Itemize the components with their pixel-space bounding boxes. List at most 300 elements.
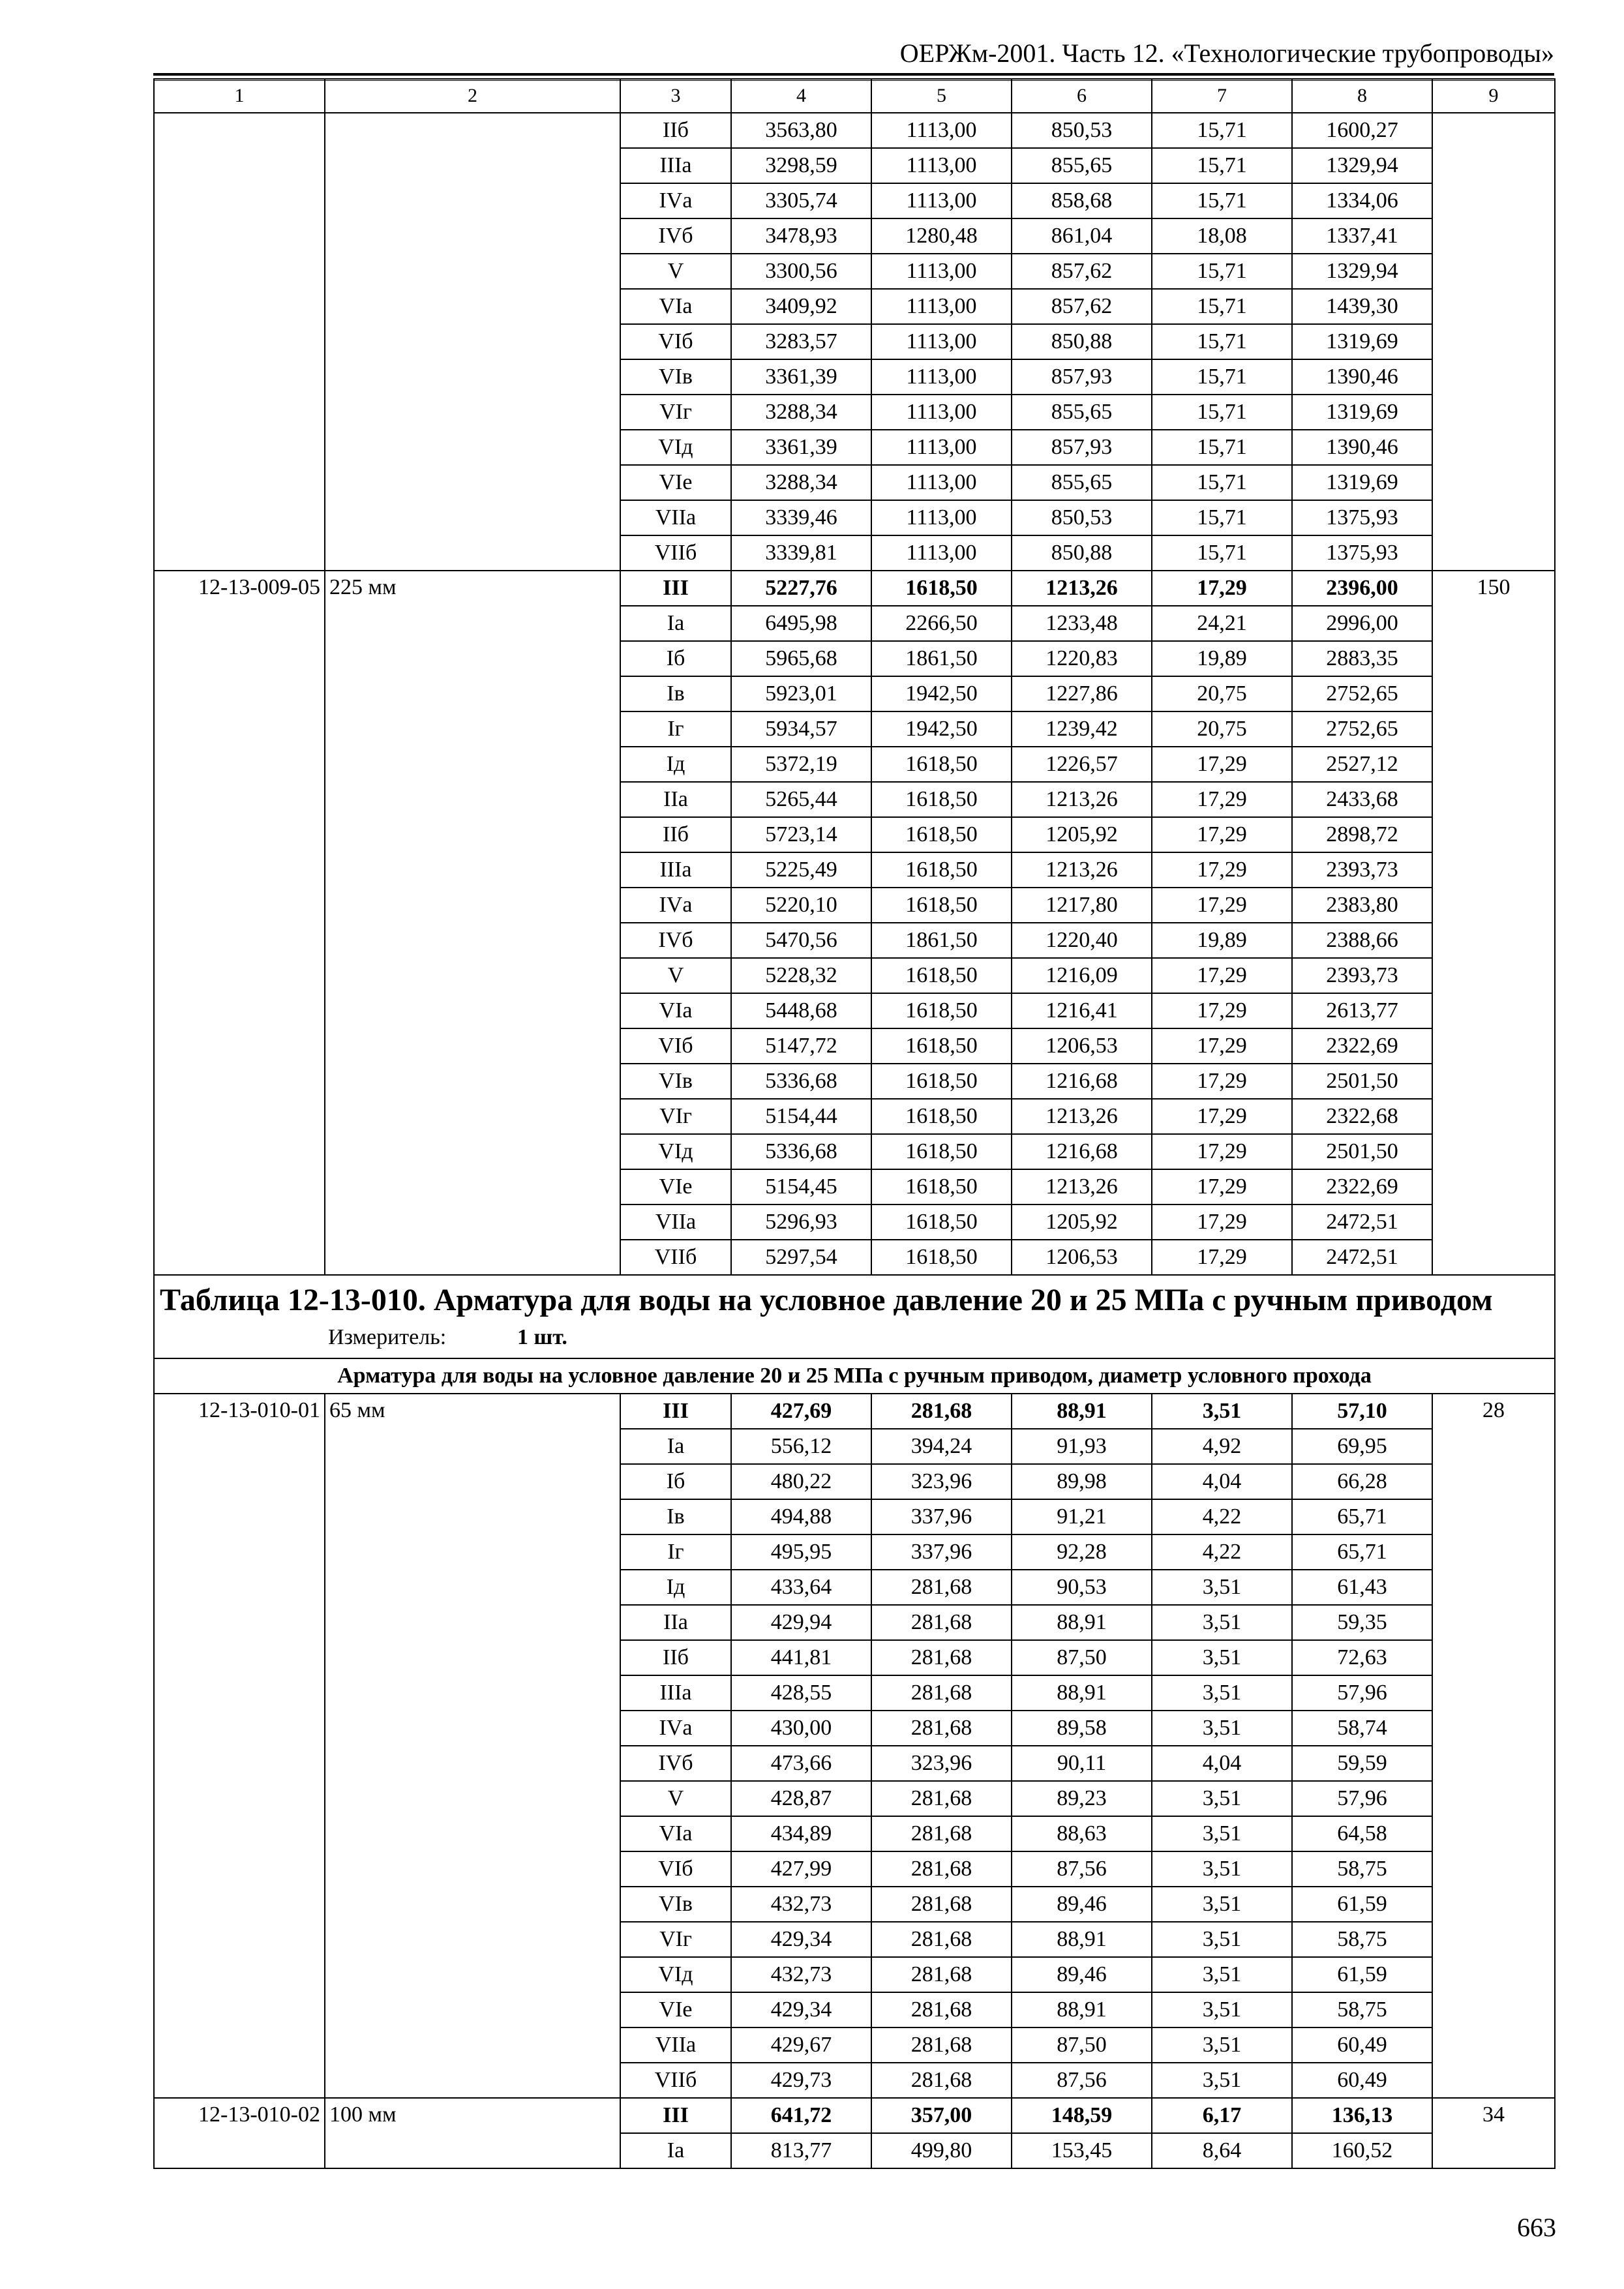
value-cell: 3298,59 <box>731 148 871 183</box>
value-cell: 281,68 <box>871 1992 1012 2027</box>
value-cell: 1390,46 <box>1292 359 1432 395</box>
value-cell: 5154,44 <box>731 1099 871 1134</box>
value-cell: 5228,32 <box>731 958 871 993</box>
value-cell: 91,93 <box>1012 1429 1152 1464</box>
value-cell: 17,29 <box>1152 1169 1292 1204</box>
column-numbers-row <box>154 79 1555 113</box>
table-title-cell <box>154 1275 1555 1358</box>
code-cell: 12-13-009-05 <box>154 571 325 1275</box>
value-cell: 5934,57 <box>731 711 871 747</box>
zone-cell: IVа <box>620 888 731 923</box>
table-row <box>154 113 1555 148</box>
value-cell: 3283,57 <box>731 324 871 359</box>
value-cell: 1113,00 <box>871 183 1012 218</box>
value-cell: 281,68 <box>871 1394 1012 1429</box>
value-cell: 3,51 <box>1152 1957 1292 1992</box>
value-cell: 1113,00 <box>871 465 1012 500</box>
value-cell: 1113,00 <box>871 113 1012 148</box>
value-cell: 3,51 <box>1152 1570 1292 1605</box>
value-cell: 148,59 <box>1012 2098 1152 2133</box>
value-cell: 88,91 <box>1012 1605 1152 1640</box>
value-cell: 427,69 <box>731 1394 871 1429</box>
value-cell: 430,00 <box>731 1711 871 1746</box>
zone-cell: VIб <box>620 1851 731 1887</box>
value-cell: 58,75 <box>1292 1992 1432 2027</box>
value-cell: 429,73 <box>731 2063 871 2098</box>
value-cell: 3339,81 <box>731 535 871 571</box>
code-cell <box>154 113 325 571</box>
value-cell: 1205,92 <box>1012 817 1152 852</box>
column-number: 9 <box>1432 79 1555 113</box>
value-cell: 17,29 <box>1152 1204 1292 1240</box>
value-cell: 87,50 <box>1012 1640 1152 1675</box>
value-cell: 1213,26 <box>1012 1099 1152 1134</box>
value-cell: 2501,50 <box>1292 1064 1432 1099</box>
zone-cell: Iа <box>620 1429 731 1464</box>
value-cell: 5147,72 <box>731 1028 871 1064</box>
value-cell: 281,68 <box>871 1570 1012 1605</box>
value-cell: 434,89 <box>731 1816 871 1851</box>
value-cell: 18,08 <box>1152 218 1292 254</box>
value-cell: 473,66 <box>731 1746 871 1781</box>
zone-cell: VIе <box>620 1992 731 2027</box>
value-cell: 87,50 <box>1012 2027 1152 2063</box>
zone-cell: VIг <box>620 1099 731 1134</box>
value-cell: 480,22 <box>731 1464 871 1499</box>
value-cell: 91,21 <box>1012 1499 1152 1534</box>
value-cell: 3,51 <box>1152 1711 1292 1746</box>
value-cell: 1239,42 <box>1012 711 1152 747</box>
value-cell: 15,71 <box>1152 465 1292 500</box>
value-cell: 432,73 <box>731 1957 871 1992</box>
value-cell: 1618,50 <box>871 1204 1012 1240</box>
column-number: 7 <box>1152 79 1292 113</box>
value-cell: 3,51 <box>1152 1640 1292 1675</box>
value-cell: 15,71 <box>1152 500 1292 535</box>
value-cell: 24,21 <box>1152 606 1292 641</box>
description-cell <box>325 113 620 571</box>
value-cell: 87,56 <box>1012 1851 1152 1887</box>
value-cell: 323,96 <box>871 1746 1012 1781</box>
value-cell: 61,59 <box>1292 1957 1432 1992</box>
zone-cell: V <box>620 1781 731 1816</box>
value-cell: 5297,54 <box>731 1240 871 1275</box>
value-cell: 2527,12 <box>1292 747 1432 782</box>
value-cell: 1618,50 <box>871 782 1012 817</box>
value-cell: 4,22 <box>1152 1534 1292 1570</box>
value-cell: 857,93 <box>1012 359 1152 395</box>
value-cell: 15,71 <box>1152 148 1292 183</box>
value-cell: 58,75 <box>1292 1922 1432 1957</box>
code-cell: 12-13-010-02 <box>154 2098 325 2168</box>
zone-cell: VIд <box>620 1957 731 1992</box>
value-cell: 65,71 <box>1292 1499 1432 1534</box>
zone-cell: IIа <box>620 1605 731 1640</box>
value-cell: 17,29 <box>1152 993 1292 1028</box>
value-cell: 8,64 <box>1152 2133 1292 2168</box>
value-cell: 857,62 <box>1012 289 1152 324</box>
value-cell: 1600,27 <box>1292 113 1432 148</box>
value-cell: 281,68 <box>871 1605 1012 1640</box>
value-cell: 88,91 <box>1012 1922 1152 1957</box>
value-cell: 1618,50 <box>871 571 1012 606</box>
value-cell: 3305,74 <box>731 183 871 218</box>
subheading-row <box>154 1358 1555 1394</box>
value-cell: 3,51 <box>1152 1816 1292 1851</box>
value-cell: 2266,50 <box>871 606 1012 641</box>
value-cell: 1618,50 <box>871 1099 1012 1134</box>
value-cell: 1213,26 <box>1012 782 1152 817</box>
table-row <box>154 1394 1555 1429</box>
value-cell: 61,59 <box>1292 1887 1432 1922</box>
value-cell: 17,29 <box>1152 571 1292 606</box>
value-cell: 3478,93 <box>731 218 871 254</box>
value-cell: 60,49 <box>1292 2027 1432 2063</box>
column-number: 5 <box>871 79 1012 113</box>
zone-cell: VIа <box>620 993 731 1028</box>
zone-cell: VIIб <box>620 535 731 571</box>
value-cell: 857,62 <box>1012 254 1152 289</box>
value-cell: 1113,00 <box>871 535 1012 571</box>
value-cell: 850,88 <box>1012 535 1152 571</box>
zone-cell: IVб <box>620 923 731 958</box>
quantity-cell <box>1432 113 1555 571</box>
value-cell: 556,12 <box>731 1429 871 1464</box>
value-cell: 281,68 <box>871 1781 1012 1816</box>
unit-label: Измеритель: <box>328 1325 447 1349</box>
value-cell: 281,68 <box>871 1957 1012 1992</box>
value-cell: 1113,00 <box>871 148 1012 183</box>
zone-cell: IIIа <box>620 852 731 888</box>
value-cell: 2883,35 <box>1292 641 1432 676</box>
zone-cell: III <box>620 2098 731 2133</box>
value-cell: 281,68 <box>871 1851 1012 1887</box>
column-number: 3 <box>620 79 731 113</box>
value-cell: 20,75 <box>1152 676 1292 711</box>
value-cell: 3,51 <box>1152 1781 1292 1816</box>
zone-cell: VIб <box>620 1028 731 1064</box>
value-cell: 1329,94 <box>1292 148 1432 183</box>
value-cell: 1233,48 <box>1012 606 1152 641</box>
value-cell: 20,75 <box>1152 711 1292 747</box>
zone-cell: VIIа <box>620 2027 731 2063</box>
value-cell: 89,23 <box>1012 1781 1152 1816</box>
description-cell: 225 мм <box>325 571 620 1275</box>
value-cell: 88,63 <box>1012 1816 1152 1851</box>
value-cell: 88,91 <box>1012 1675 1152 1711</box>
value-cell: 1329,94 <box>1292 254 1432 289</box>
value-cell: 281,68 <box>871 1711 1012 1746</box>
value-cell: 1618,50 <box>871 1028 1012 1064</box>
zone-cell: VIг <box>620 1922 731 1957</box>
value-cell: 1113,00 <box>871 359 1012 395</box>
value-cell: 850,88 <box>1012 324 1152 359</box>
value-cell: 1206,53 <box>1012 1240 1152 1275</box>
zone-cell: V <box>620 254 731 289</box>
zone-cell: VIIб <box>620 1240 731 1275</box>
value-cell: 17,29 <box>1152 782 1292 817</box>
column-number: 4 <box>731 79 871 113</box>
value-cell: 429,34 <box>731 1992 871 2027</box>
value-cell: 281,68 <box>871 2063 1012 2098</box>
zone-cell: Iг <box>620 711 731 747</box>
value-cell: 2388,66 <box>1292 923 1432 958</box>
value-cell: 60,49 <box>1292 2063 1432 2098</box>
value-cell: 641,72 <box>731 2098 871 2133</box>
value-cell: 2322,69 <box>1292 1028 1432 1064</box>
value-cell: 59,59 <box>1292 1746 1432 1781</box>
value-cell: 6,17 <box>1152 2098 1292 2133</box>
column-number: 8 <box>1292 79 1432 113</box>
value-cell: 5470,56 <box>731 923 871 958</box>
quantity-cell: 34 <box>1432 2098 1555 2168</box>
value-cell: 1618,50 <box>871 747 1012 782</box>
value-cell: 1220,83 <box>1012 641 1152 676</box>
value-cell: 89,46 <box>1012 1887 1152 1922</box>
value-cell: 2393,73 <box>1292 958 1432 993</box>
value-cell: 1618,50 <box>871 852 1012 888</box>
value-cell: 1213,26 <box>1012 852 1152 888</box>
zone-cell: IIIа <box>620 148 731 183</box>
header-title: ОЕРЖм-2001. Часть 12. «Технологические трубопроводы» <box>899 38 1554 68</box>
column-number: 2 <box>325 79 620 113</box>
zone-cell: VIг <box>620 395 731 430</box>
value-cell: 15,71 <box>1152 183 1292 218</box>
value-cell: 1375,93 <box>1292 535 1432 571</box>
value-cell: 17,29 <box>1152 817 1292 852</box>
value-cell: 281,68 <box>871 1922 1012 1957</box>
value-cell: 5336,68 <box>731 1134 871 1169</box>
value-cell: 3409,92 <box>731 289 871 324</box>
value-cell: 2752,65 <box>1292 676 1432 711</box>
value-cell: 1618,50 <box>871 993 1012 1028</box>
value-cell: 323,96 <box>871 1464 1012 1499</box>
zone-cell: VIв <box>620 359 731 395</box>
value-cell: 4,04 <box>1152 1746 1292 1781</box>
value-cell: 1390,46 <box>1292 430 1432 465</box>
unit-line <box>160 1323 1549 1353</box>
zone-cell: IVа <box>620 183 731 218</box>
value-cell: 3,51 <box>1152 1922 1292 1957</box>
value-cell: 19,89 <box>1152 923 1292 958</box>
zone-cell: IIб <box>620 1640 731 1675</box>
value-cell: 2752,65 <box>1292 711 1432 747</box>
value-cell: 3300,56 <box>731 254 871 289</box>
zone-cell: Iа <box>620 606 731 641</box>
value-cell: 61,43 <box>1292 1570 1432 1605</box>
zone-cell: IIIа <box>620 1675 731 1711</box>
value-cell: 1226,57 <box>1012 747 1152 782</box>
zone-cell: VIа <box>620 1816 731 1851</box>
value-cell: 90,53 <box>1012 1570 1152 1605</box>
code-cell: 12-13-010-01 <box>154 1394 325 2098</box>
value-cell: 1113,00 <box>871 395 1012 430</box>
value-cell: 15,71 <box>1152 254 1292 289</box>
value-cell: 1205,92 <box>1012 1204 1152 1240</box>
zone-cell: Iг <box>620 1534 731 1570</box>
value-cell: 89,98 <box>1012 1464 1152 1499</box>
zone-cell: VIе <box>620 1169 731 1204</box>
zone-cell: VIб <box>620 324 731 359</box>
value-cell: 3,51 <box>1152 1992 1292 2027</box>
value-cell: 4,04 <box>1152 1464 1292 1499</box>
value-cell: 3361,39 <box>731 359 871 395</box>
value-cell: 136,13 <box>1292 2098 1432 2133</box>
value-cell: 15,71 <box>1152 359 1292 395</box>
value-cell: 17,29 <box>1152 1134 1292 1169</box>
value-cell: 1113,00 <box>871 254 1012 289</box>
value-cell: 2383,80 <box>1292 888 1432 923</box>
zone-cell: Iв <box>620 676 731 711</box>
value-cell: 2396,00 <box>1292 571 1432 606</box>
value-cell: 3,51 <box>1152 2027 1292 2063</box>
value-cell: 494,88 <box>731 1499 871 1534</box>
price-table-body <box>154 79 1555 2168</box>
value-cell: 89,58 <box>1012 1711 1152 1746</box>
value-cell: 428,55 <box>731 1675 871 1711</box>
quantity-cell: 150 <box>1432 571 1555 1275</box>
value-cell: 1319,69 <box>1292 324 1432 359</box>
value-cell: 3,51 <box>1152 2063 1292 2098</box>
value-cell: 337,96 <box>871 1499 1012 1534</box>
value-cell: 17,29 <box>1152 852 1292 888</box>
value-cell: 17,29 <box>1152 888 1292 923</box>
price-table <box>153 78 1556 2169</box>
value-cell: 5448,68 <box>731 993 871 1028</box>
value-cell: 1319,69 <box>1292 465 1432 500</box>
value-cell: 1942,50 <box>871 711 1012 747</box>
description-cell: 100 мм <box>325 2098 620 2168</box>
value-cell: 5154,45 <box>731 1169 871 1204</box>
value-cell: 160,52 <box>1292 2133 1432 2168</box>
value-cell: 3,51 <box>1152 1851 1292 1887</box>
value-cell: 429,34 <box>731 1922 871 1957</box>
value-cell: 1113,00 <box>871 289 1012 324</box>
value-cell: 90,11 <box>1012 1746 1152 1781</box>
value-cell: 1319,69 <box>1292 395 1432 430</box>
value-cell: 17,29 <box>1152 1028 1292 1064</box>
value-cell: 1618,50 <box>871 1169 1012 1204</box>
zone-cell: VIIа <box>620 500 731 535</box>
value-cell: 857,93 <box>1012 430 1152 465</box>
value-cell: 5965,68 <box>731 641 871 676</box>
zone-cell: VIIб <box>620 2063 731 2098</box>
value-cell: 428,87 <box>731 1781 871 1816</box>
value-cell: 2433,68 <box>1292 782 1432 817</box>
value-cell: 69,95 <box>1292 1429 1432 1464</box>
value-cell: 3288,34 <box>731 465 871 500</box>
zone-cell: VIв <box>620 1887 731 1922</box>
value-cell: 1942,50 <box>871 676 1012 711</box>
value-cell: 3361,39 <box>731 430 871 465</box>
zone-cell: Iб <box>620 641 731 676</box>
zone-cell: VIа <box>620 289 731 324</box>
value-cell: 88,91 <box>1012 1992 1152 2027</box>
value-cell: 6495,98 <box>731 606 871 641</box>
page-number: 663 <box>1517 2213 1556 2242</box>
value-cell: 15,71 <box>1152 289 1292 324</box>
value-cell: 5220,10 <box>731 888 871 923</box>
page-header <box>153 38 1554 76</box>
zone-cell: IVб <box>620 1746 731 1781</box>
value-cell: 429,94 <box>731 1605 871 1640</box>
zone-cell: IIб <box>620 113 731 148</box>
value-cell: 17,29 <box>1152 1099 1292 1134</box>
value-cell: 861,04 <box>1012 218 1152 254</box>
value-cell: 1216,68 <box>1012 1134 1152 1169</box>
zone-cell: VIд <box>620 1134 731 1169</box>
value-cell: 4,22 <box>1152 1499 1292 1534</box>
zone-cell: Iд <box>620 1570 731 1605</box>
value-cell: 5923,01 <box>731 676 871 711</box>
value-cell: 1113,00 <box>871 500 1012 535</box>
value-cell: 281,68 <box>871 1816 1012 1851</box>
zone-cell: Iв <box>620 1499 731 1534</box>
value-cell: 1618,50 <box>871 958 1012 993</box>
value-cell: 15,71 <box>1152 113 1292 148</box>
value-cell: 72,63 <box>1292 1640 1432 1675</box>
value-cell: 858,68 <box>1012 183 1152 218</box>
value-cell: 281,68 <box>871 2027 1012 2063</box>
value-cell: 17,29 <box>1152 747 1292 782</box>
zone-cell: VIIа <box>620 1204 731 1240</box>
value-cell: 5227,76 <box>731 571 871 606</box>
value-cell: 281,68 <box>871 1675 1012 1711</box>
value-cell: 1337,41 <box>1292 218 1432 254</box>
zone-cell: Iб <box>620 1464 731 1499</box>
value-cell: 19,89 <box>1152 641 1292 676</box>
value-cell: 3563,80 <box>731 113 871 148</box>
value-cell: 441,81 <box>731 1640 871 1675</box>
value-cell: 1216,09 <box>1012 958 1152 993</box>
zone-cell: IVа <box>620 1711 731 1746</box>
value-cell: 5296,93 <box>731 1204 871 1240</box>
value-cell: 1618,50 <box>871 1064 1012 1099</box>
value-cell: 1216,41 <box>1012 993 1152 1028</box>
value-cell: 5265,44 <box>731 782 871 817</box>
value-cell: 3,51 <box>1152 1675 1292 1711</box>
value-cell: 1216,68 <box>1012 1064 1152 1099</box>
value-cell: 1618,50 <box>871 817 1012 852</box>
zone-cell: IVб <box>620 218 731 254</box>
value-cell: 66,28 <box>1292 1464 1432 1499</box>
value-cell: 2472,51 <box>1292 1240 1432 1275</box>
value-cell: 2613,77 <box>1292 993 1432 1028</box>
value-cell: 3,51 <box>1152 1887 1292 1922</box>
zone-cell: IIа <box>620 782 731 817</box>
zone-cell: Iд <box>620 747 731 782</box>
quantity-cell: 28 <box>1432 1394 1555 2098</box>
value-cell: 57,96 <box>1292 1781 1432 1816</box>
value-cell: 59,35 <box>1292 1605 1432 1640</box>
value-cell: 64,58 <box>1292 1816 1432 1851</box>
value-cell: 5723,14 <box>731 817 871 852</box>
zone-cell: Iа <box>620 2133 731 2168</box>
value-cell: 4,92 <box>1152 1429 1292 1464</box>
value-cell: 850,53 <box>1012 500 1152 535</box>
column-number: 1 <box>154 79 325 113</box>
zone-cell: VIв <box>620 1064 731 1099</box>
value-cell: 15,71 <box>1152 324 1292 359</box>
value-cell: 357,00 <box>871 2098 1012 2133</box>
value-cell: 92,28 <box>1012 1534 1152 1570</box>
column-number: 6 <box>1012 79 1152 113</box>
value-cell: 58,74 <box>1292 1711 1432 1746</box>
table-title-row <box>154 1275 1555 1358</box>
value-cell: 1206,53 <box>1012 1028 1152 1064</box>
value-cell: 5225,49 <box>731 852 871 888</box>
value-cell: 394,24 <box>871 1429 1012 1464</box>
